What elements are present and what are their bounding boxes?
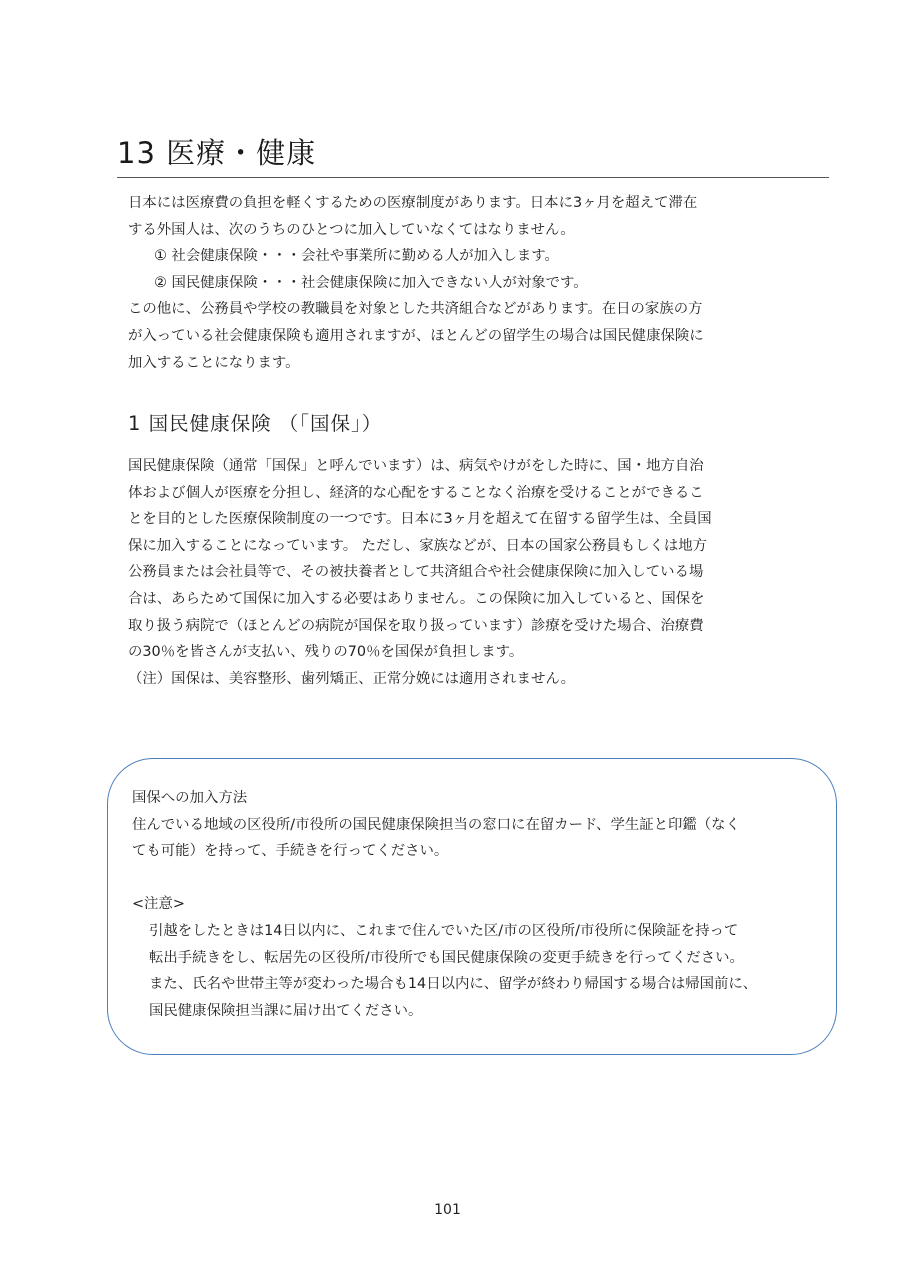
section-line: 取り扱う病院で（ほとんどの病院が国保を取り扱っています）診療を受けた場合、治療費 bbox=[128, 617, 704, 634]
section-body bbox=[128, 453, 808, 692]
note-line: また、氏名や世帯主等が変わった場合も14日以内に、留学が終わり帰国する場合は帰国前に、 bbox=[149, 976, 758, 993]
page-title: 13 医療・健康 bbox=[117, 131, 829, 178]
section-line: の30％を皆さんが支払い、残りの70％を国保が負担します。 bbox=[128, 644, 524, 661]
note-line: 引越をしたときは14日以内に、これまで住んでいた区/市の区役所/市役所に保険証を持って bbox=[149, 922, 739, 939]
box-spacer bbox=[132, 865, 822, 892]
section-line: 国民健康保険（通常「国保」と呼んでいます）は、病気やけがをした時に、国・地方自治 bbox=[128, 458, 704, 474]
intro-paragraph bbox=[128, 190, 808, 376]
insurance-item-social: ① 社会健康保険・・・会社や事業所に勤める人が加入します。 bbox=[154, 248, 559, 265]
section-heading: 1 国民健康保険 （「国保」） bbox=[128, 412, 383, 435]
section-line: 保に加入することになっています。 ただし、家族などが、日本の国家公務員もしくは地方 bbox=[128, 537, 708, 554]
enrollment-info-box bbox=[107, 758, 837, 1055]
page-number: 101 bbox=[434, 1202, 461, 1218]
insurance-item-national: ② 国民健康保険・・・社会健康保険に加入できない人が対象です。 bbox=[154, 274, 588, 291]
box-line: ても可能）を持って、手続きを行ってください。 bbox=[132, 843, 449, 860]
note-line: 転出手続きをし、転居先の区役所/市役所でも国民健康保険の変更手続きを行ってください。 bbox=[149, 949, 744, 966]
intro-line: この他に、公務員や学校の教職員を対象とした共済組合などがあります。在日の家族の方 bbox=[128, 301, 703, 318]
note-line: 国民健康保険担当課に届け出てください。 bbox=[149, 1002, 423, 1019]
section-line: 体および個人が医療を分担し、経済的な心配をすることなく治療を受けることができるこ bbox=[128, 484, 704, 501]
section-line: 合は、あらためて国保に加入する必要はありません。この保険に加入していると、国保を bbox=[128, 590, 705, 607]
section-note: （注）国保は、美容整形、歯列矯正、正常分娩には適用されません。 bbox=[128, 670, 575, 687]
intro-line: 加入することになります。 bbox=[128, 354, 300, 371]
note-label: <注意> bbox=[132, 896, 185, 913]
intro-line: が入っている社会健康保険も適用されますが、ほとんどの留学生の場合は国民健康保険に bbox=[128, 327, 704, 344]
intro-line: する外国人は、次のうちのひとつに加入していなくてはなりません。 bbox=[128, 221, 575, 238]
section-line: とを目的とした医療保険制度の一つです。日本に3ヶ月を超えて在留する留学生は、全員国 bbox=[128, 511, 712, 528]
box-title: 国保への加入方法 bbox=[132, 790, 248, 806]
section-line: 公務員または会社員等で、その被扶養者として共済組合や社会健康保険に加入している場 bbox=[128, 564, 704, 581]
box-line: 住んでいる地域の区役所/市役所の国民健康保険担当の窓口に在留カード、学生証と印鑑（なく bbox=[132, 816, 740, 833]
box-content bbox=[132, 785, 822, 1024]
intro-line: 日本には医療費の負担を軽くするための医療制度があります。日本に3ヶ月を超えて滞在 bbox=[128, 195, 698, 211]
